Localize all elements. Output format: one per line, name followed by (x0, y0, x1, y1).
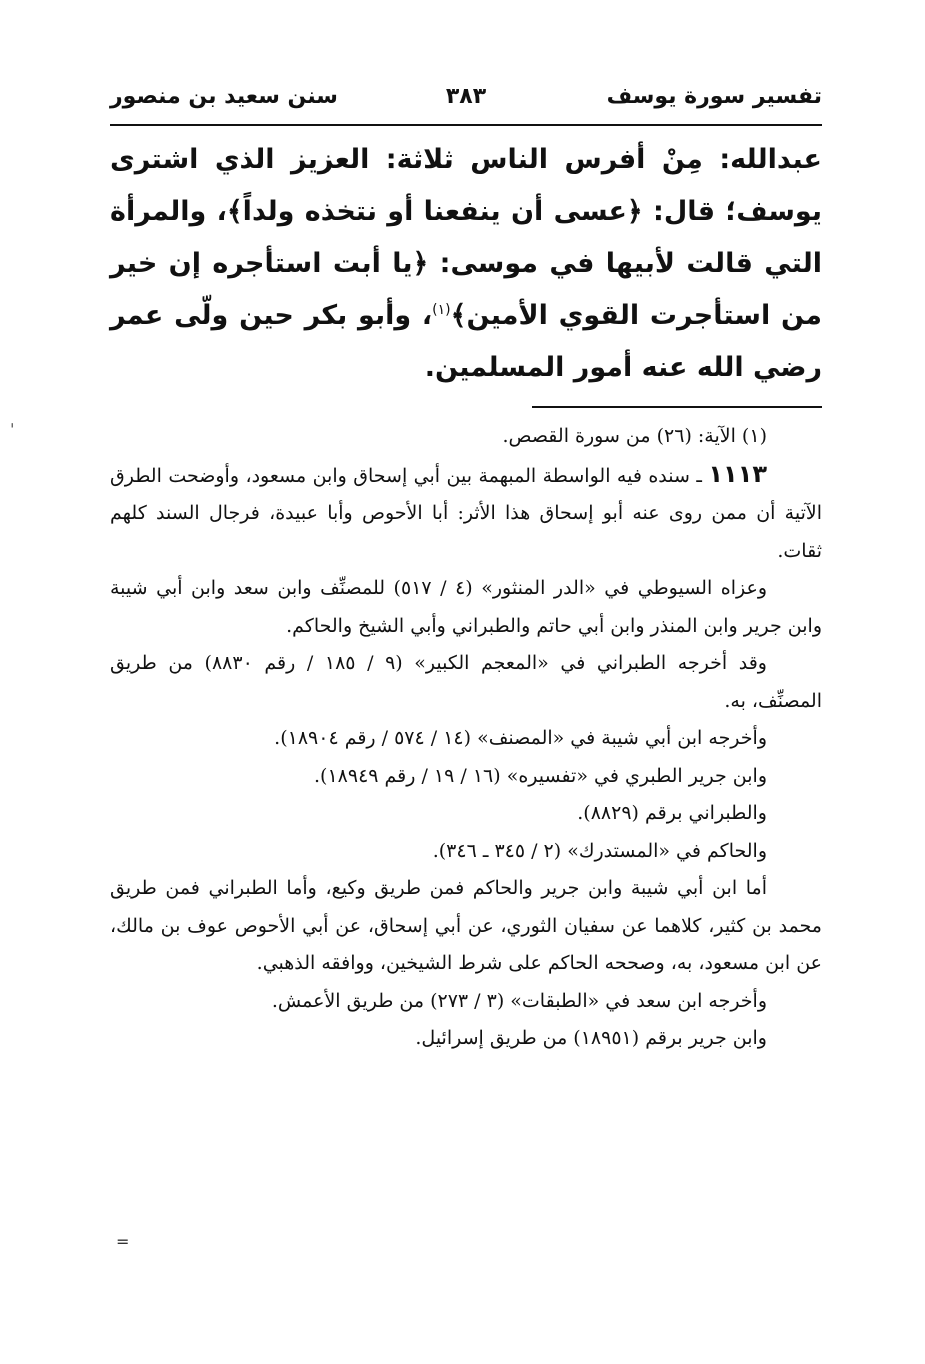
footnotes (110, 418, 822, 1058)
commentary-paragraph-2: وعزاه السيوطي في «الدر المنثور» (٤ / ٥١٧) للمصنِّف وابن سعد وابن أبي شيبة وابن جرير وابن المنذر وابن أبي حاتم والطبراني وأبي الشيخ والحاكم. (110, 577, 822, 637)
main-text-tail: ، وأبو بكر حين ولّى عمر رضي الله عنه أمور المسلمين. (110, 300, 822, 383)
book-page (110, 80, 822, 1058)
scan-margin-mark: ˌ (10, 410, 15, 429)
commentary-paragraph-1-text: ـ سنده فيه الواسطة المبهمة بين أبي إسحاق وابن مسعود، وأوضحت الطرق الآتية أن ممن روى عنه أبو إسحاق هذا الأثر: أبا الأحوص وأبا عبيدة، فرجال السند كلهم ثقات. (110, 464, 822, 562)
commentary-paragraph-6: والطبراني برقم (٨٨٢٩). (577, 802, 767, 824)
footnote-reference: (١) (432, 302, 451, 318)
commentary-paragraph-3: وقد أخرجه الطبراني في «المعجم الكبير» (٩ / ١٨٥ / رقم ٨٨٣٠) من طريق المصنِّف، به. (110, 652, 822, 712)
commentary-paragraph-1 (110, 456, 822, 571)
main-text (110, 134, 822, 394)
running-head-book-title: سنن سعيد بن منصور (110, 84, 338, 109)
commentary-paragraph-5: وابن جرير الطبري في «تفسيره» (١٦ / ١٩ / رقم ١٨٩٤٩). (314, 764, 767, 787)
commentary-paragraph-7: والحاكم في «المستدرك» (٢ / ٣٤٥ ـ ٣٤٦). (432, 839, 767, 862)
footnote-1: (١) الآية: (٢٦) من سورة القصص. (502, 425, 767, 447)
header-divider (110, 124, 822, 126)
commentary-paragraph-9: وأخرجه ابن سعد في «الطبقات» (٣ / ٢٧٣) من طريق الأعمش. (271, 989, 767, 1012)
commentary-paragraph-8: أما ابن أبي شيبة وابن جرير والحاكم فمن طريق وكيع، وأما الطبراني فمن طريق محمد بن كثير، كلاهما عن سفيان الثوري، عن أبي إسحاق، عن أبي الأحوص عوف بن مالك، عن ابن مسعود، به، وصححه الحاكم على شرط الشيخين، ووافقه الذهبي. (110, 877, 822, 974)
scan-margin-mark: = (116, 1232, 130, 1251)
commentary-paragraph-4: وأخرجه ابن أبي شيبة في «المصنف» (١٤ / ٥٧٤ / رقم ١٨٩٠٤). (274, 727, 767, 749)
main-text-body: عبدالله: مِنْ أفرس الناس ثلاثة: العزيز الذي اشترى يوسف؛ قال: ﴿عسى أن ينفعنا أو نتخذه ولداً﴾، والمرأة التي قالت لأبيها في موسى: ﴿يا أبت استأجره إن خير من استأجرت القوي الأمين﴾ (110, 144, 822, 331)
commentary-paragraph-10: وابن جرير برقم (١٨٩٥١) من طريق إسرائيل. (415, 1027, 767, 1049)
running-head (110, 80, 822, 124)
page-number: ٣٨٣ (445, 84, 487, 109)
narration-number: ١١١٣ (708, 459, 767, 488)
running-head-chapter: تفسير سورة يوسف (606, 84, 822, 109)
footnote-divider (532, 406, 822, 408)
